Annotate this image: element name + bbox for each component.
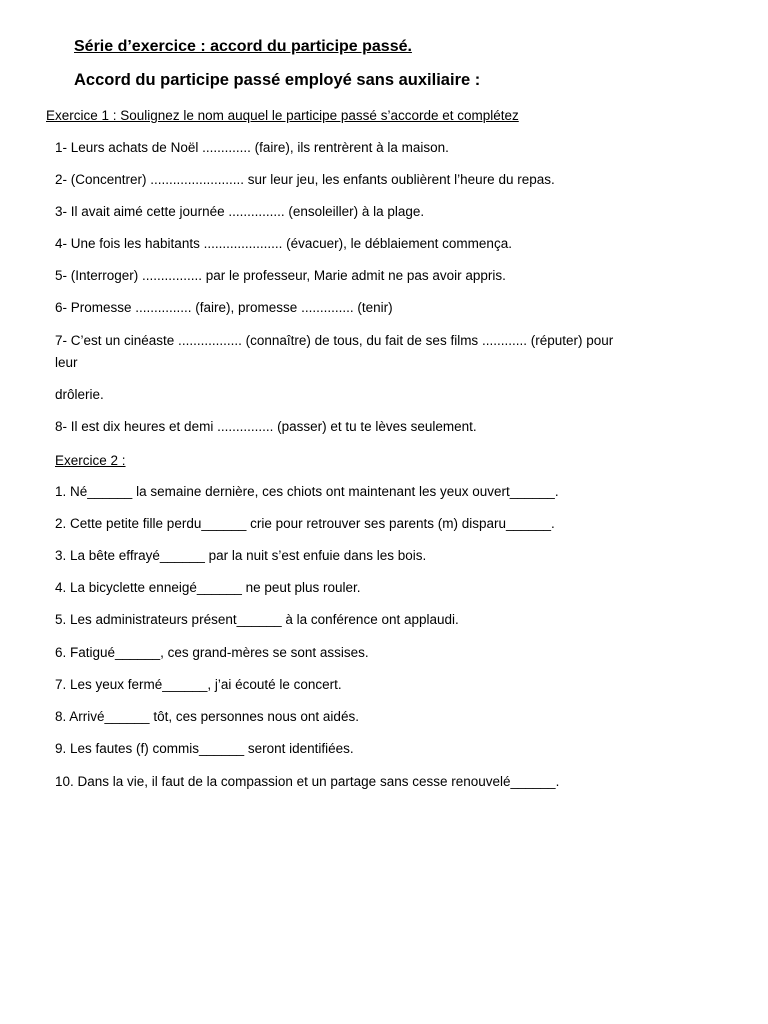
exercise-2-item-9: 9. Les fautes (f) commis______ seront identifiées. bbox=[55, 741, 354, 756]
exercise-2-item-1: 1. Né______ la semaine dernière, ces chiots ont maintenant les yeux ouvert______. bbox=[55, 484, 559, 499]
exercise-2-item-10: 10. Dans la vie, il faut de la compassion et un partage sans cesse renouvelé______. bbox=[55, 774, 560, 789]
exercise-2-item-3: 3. La bête effrayé______ par la nuit s’est enfuie dans les bois. bbox=[55, 548, 427, 563]
exercise-1-item-6: 6- Promesse ............... (faire), promesse .............. (tenir) bbox=[55, 300, 393, 315]
exercise-2-item-5: 5. Les administrateurs présent______ à la conférence ont applaudi. bbox=[55, 612, 459, 627]
exercise-1-item-1: 1- Leurs achats de Noël ............. (faire), ils rentrèrent à la maison. bbox=[55, 140, 449, 155]
exercise-2-item-7: 7. Les yeux fermé______, j’ai écouté le concert. bbox=[55, 677, 342, 692]
exercise-1-item-3: 3- Il avait aimé cette journée ............... (ensoleiller) à la plage. bbox=[55, 204, 425, 219]
exercise-1-item-5: 5- (Interroger) ................ par le professeur, Marie admit ne pas avoir appris. bbox=[55, 268, 506, 283]
exercise-2-item-8: 8. Arrivé______ tôt, ces personnes nous ont aidés. bbox=[55, 709, 359, 724]
exercise-1-item-2: 2- (Concentrer) ......................... sur leur jeu, les enfants oublièrent l’heure du repas. bbox=[55, 172, 555, 187]
exercise-1-item-8: 8- Il est dix heures et demi ............... (passer) et tu te lèves seulement. bbox=[55, 419, 477, 434]
document-subtitle: Accord du participe passé employé sans auxiliaire : bbox=[74, 71, 481, 89]
exercise-1-item-7: 7- C’est un cinéaste ................. (connaître) de tous, du fait de ses films ............ (réputer) pour leur bbox=[55, 333, 614, 370]
exercise-1-heading: Exercice 1 : Soulignez le nom auquel le participe passé s’accorde et complétez bbox=[46, 108, 519, 123]
exercise-2-item-4: 4. La bicyclette enneigé______ ne peut plus rouler. bbox=[55, 580, 361, 595]
exercise-1-item-7-continuation: drôlerie. bbox=[55, 387, 104, 402]
exercise-2-item-2: 2. Cette petite fille perdu______ crie pour retrouver ses parents (m) disparu______. bbox=[55, 516, 555, 531]
exercise-2-item-6: 6. Fatigué______, ces grand-mères se sont assises. bbox=[55, 645, 369, 660]
exercise-1-item-4: 4- Une fois les habitants ..................... (évacuer), le déblaiement commença. bbox=[55, 236, 512, 251]
document-title: Série d’exercice : accord du participe passé. bbox=[74, 38, 412, 55]
exercise-2-heading: Exercice 2 : bbox=[55, 453, 126, 468]
